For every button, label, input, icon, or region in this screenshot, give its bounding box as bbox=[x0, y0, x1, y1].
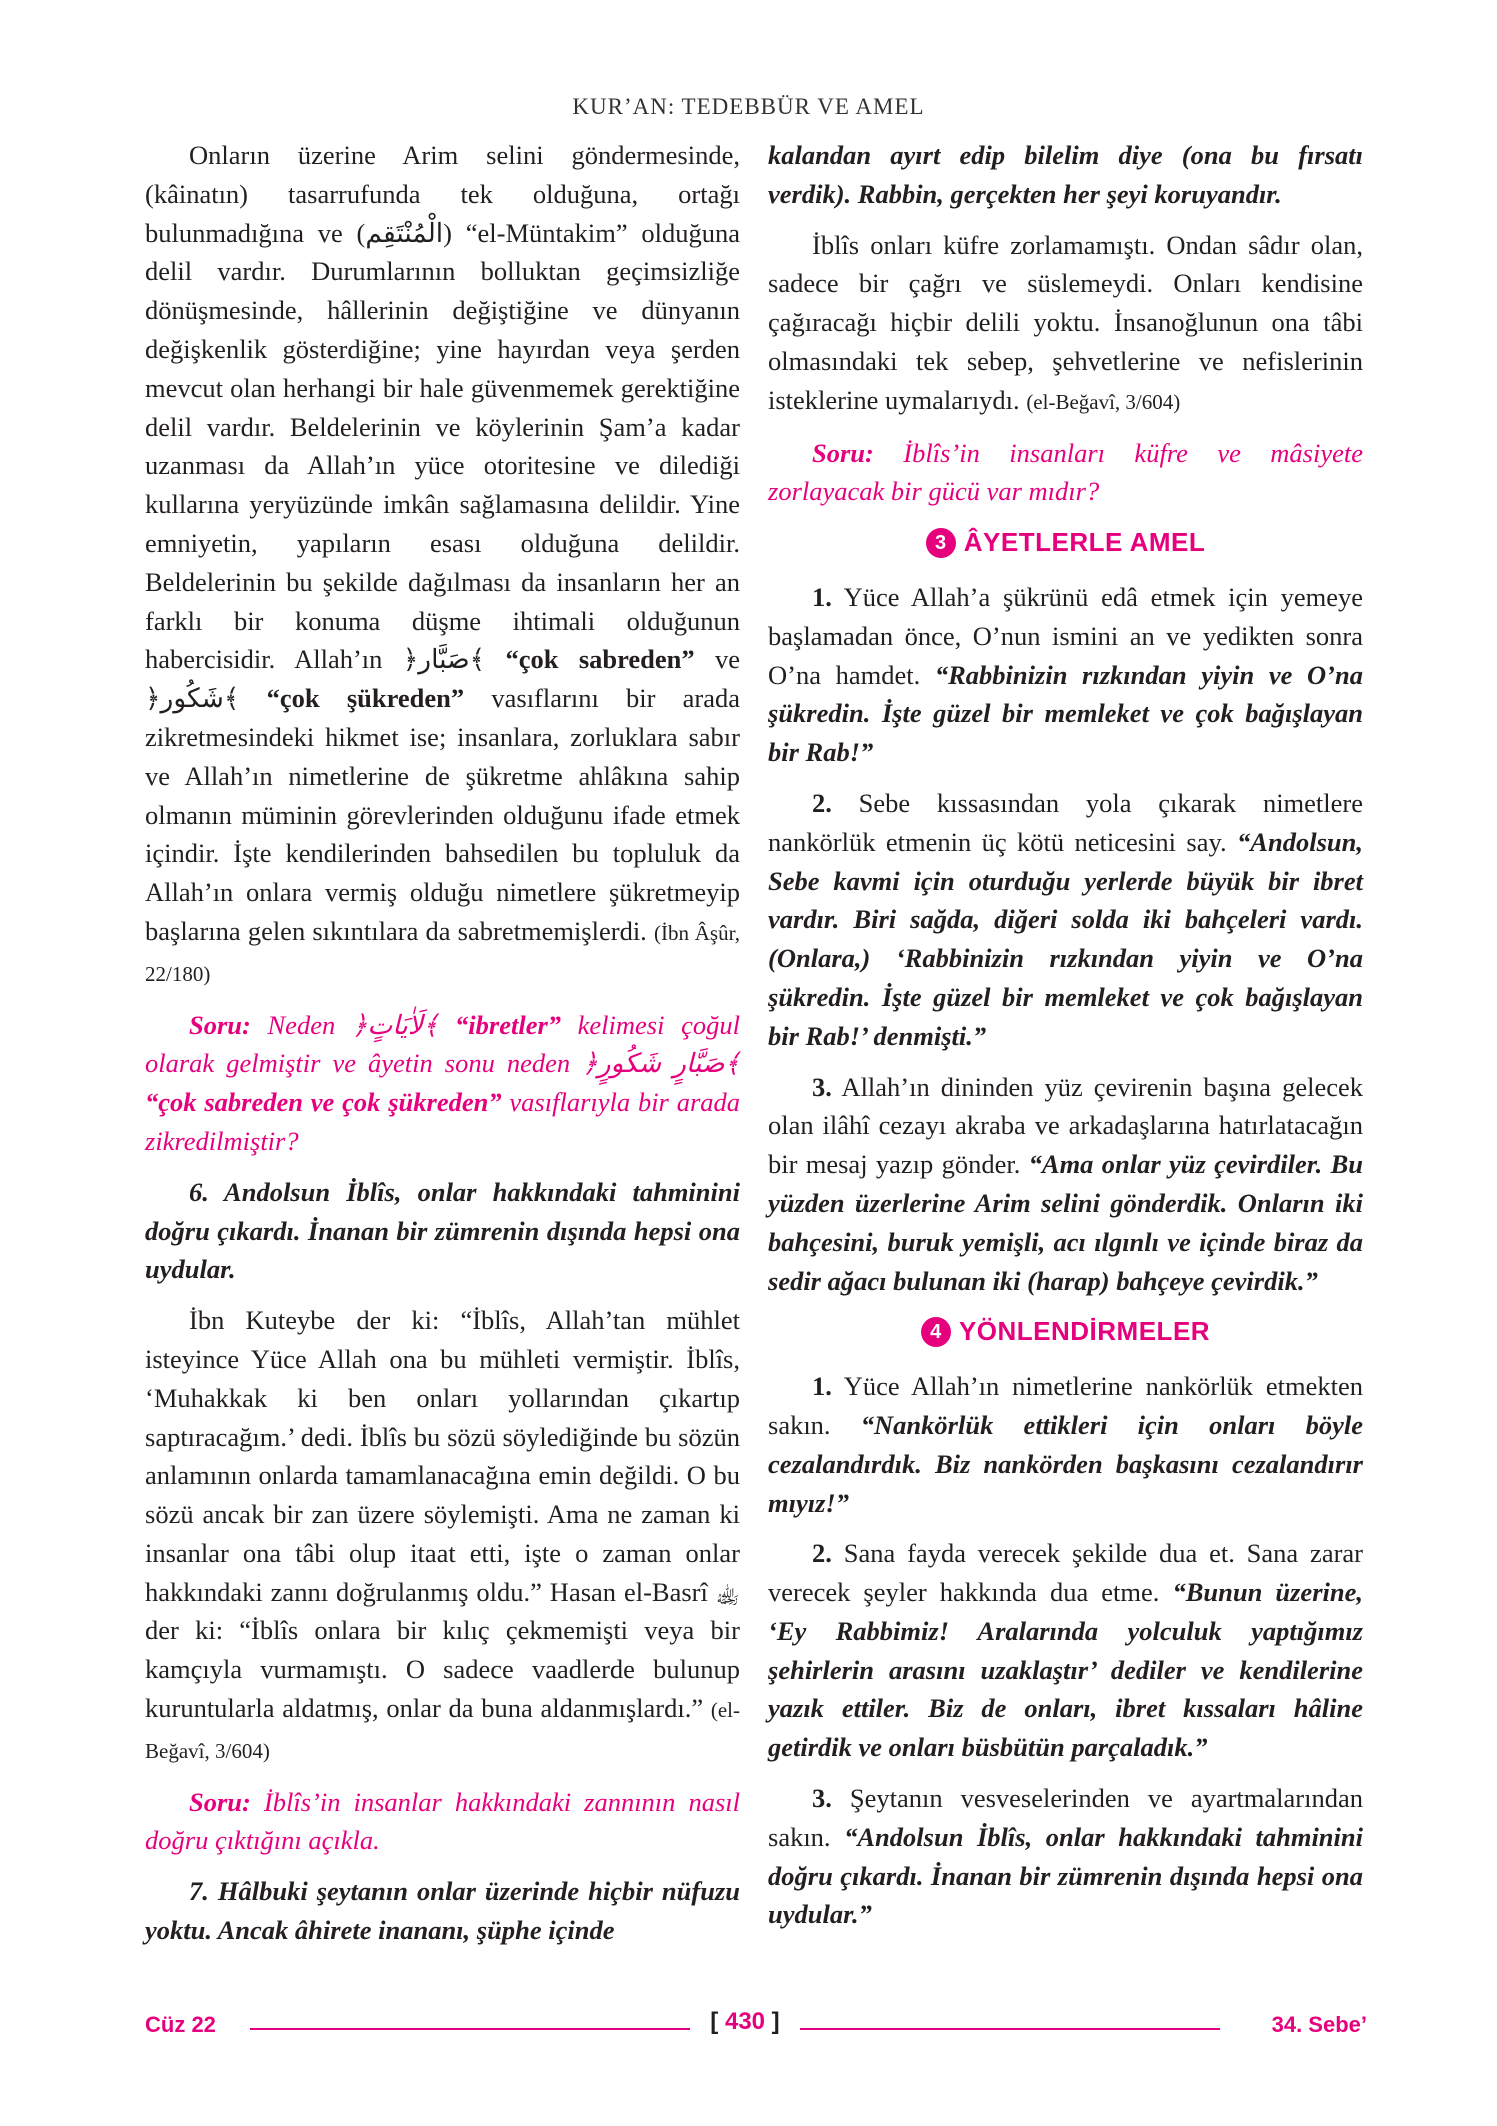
juz-label: Cüz 22 bbox=[145, 2012, 216, 2037]
verse-translation: 6. Andolsun İblîs, onlar hakkındaki tahminini doğru çıkardı. İnanan bir zümrenin dışında hepsi ona uydular. bbox=[145, 1176, 740, 1285]
question-label: Soru: bbox=[189, 1786, 251, 1817]
question-label: Soru: bbox=[812, 437, 874, 468]
page-footer bbox=[0, 2008, 1497, 2048]
question: Soru: İblîs’in insanlar hakkındaki zannının nasıl doğru çıktığını açıkla. bbox=[145, 1786, 740, 1856]
bold-phrase: “çok şükreden” bbox=[266, 683, 465, 714]
section-heading-yonlendirmeler: 4 YÖNLENDİRMELER bbox=[768, 1312, 1363, 1351]
question-label: Soru: bbox=[189, 1009, 251, 1040]
guidance-item: 1. Yüce Allah’ın nimetlerine nankörlük etmekten sakın. “Nankörlük ettikleri için onları böyle cezalandırdık. Biz nankörden başkasını cezalandırır mıyız!” bbox=[768, 1371, 1364, 1518]
question: Soru: İblîs’in insanları küfre ve mâsiyete zorlayacak bir gücü var mıdır? bbox=[768, 437, 1363, 507]
footer-rule-right bbox=[800, 2028, 1220, 2030]
citation: (el-Beğavî, 3/604) bbox=[145, 1698, 740, 1763]
section-heading-ayetlerle-amel: 3 ÂYETLERLE AMEL bbox=[768, 523, 1363, 562]
section-number-badge: 4 bbox=[921, 1317, 951, 1347]
commentary-paragraph: Onların üzerine Arim selini göndermesinde, (kâinatın) tasarrufunda tek olduğuna, ortağı bulunmadığına ve (الْمُنْتَقِم) “el-Müntakim” olduğuna delil vardır. Durumlarının bolluktan geçimsizliğe dönüşmesinde, hâllerinin değiştiğine ve dünyanın değişkenlik gösterdiğine; yine hayırdan veya şerden mevcut olan herhangi bir hale güvenmemek gerektiğine delil vardır. Beldelerinin ve köylerinin Şam’a kadar uzanması da Allah’ın yüce otoritesine ve dilediği kullarına yeryüzünde imkân sağlamasına delildir. Yine emniyetin, yapıların esası olduğuna delildir. Beldelerinin bu şekilde dağılması da insanların her an farklı bir konuma düşme ihtimali olduğunun habercisidir. Allah’ın ﴿صَبَّار﴾ “çok sabreden” ve ﴿شَكُور﴾ “çok şükreden” vasıflarını bir arada zikretmesindeki hikmet ise; insanlara, zorluklara sabır ve Allah’ın nimetlerine de şükretme ahlâkına sahip olmanın müminin görevlerinden olduğunu ifade etmek içindir. İşte kendilerinden bahsedilen bu topluluk da Allah’ın onlara vermiş olduğu nimetlere şükretmeyip başlarına gelen sıkıntılara da sabretmemişlerdi. (İbn Âşûr, 22/180) bbox=[145, 140, 741, 986]
left-column bbox=[145, 136, 740, 1962]
action-item: 1. Yüce Allah’a şükrünü edâ etmek için yemeye başlamadan önce, O’nun ismini an ve yedikten sonra O’na hamdet. “Rabbinizin rızkından yiyin ve O’na şükredin. İşte güzel bir memleket ve çok bağışlayan bir Rab!” bbox=[768, 581, 1363, 768]
citation: (İbn Âşûr, 22/180) bbox=[145, 920, 740, 986]
right-column bbox=[768, 136, 1363, 1946]
action-item: 2. Sebe kıssasından yola çıkarak nimetlere nankörlük etmenin üç kötü neticesini say. “Andolsun, Sebe kavmi için oturduğu yerlerde büyük bir ibret vardır. Biri sağda, diğeri solda iki bahçeleri vardı. (Onlara,) ‘Rabbinizin rızkından yiyin ve O’na şükredin. İşte güzel bir memleket ve çok bağışlayan bir Rab!’ denmişti.” bbox=[768, 787, 1363, 1051]
section-number-badge: 3 bbox=[926, 528, 956, 558]
footer-rule-left bbox=[250, 2028, 690, 2030]
action-item: 3. Allah’ın dininden yüz çevirenin başına gelecek olan ilâhî cezayı akraba ve arkadaşlarına hatırlatacağın bir mesaj yazıp gönder. “Ama onlar yüz çevirdiler. Bu yüzden üzerlerine Arim selini gönderdik. Onların iki bahçesini, buruk yemişli, acı ılgınlı ve içinde biraz da sedir ağacı bulunan iki (harap) bahçeye çevirdik.” bbox=[768, 1071, 1363, 1296]
sura-label: 34. Sebe’ bbox=[1271, 2012, 1367, 2037]
verse-translation-continued: kalandan ayırt edip bilelim diye (ona bu fırsatı verdik). Rabbin, gerçekten her şeyi koruyandır. bbox=[768, 140, 1363, 209]
commentary-paragraph: İbn Kuteybe der ki: “İblîs, Allah’tan mühlet isteyince Yüce Allah ona bu mühleti vermiştir. İblîs, ‘Muhakkak ki ben onları yollarından çıkartıp saptıracağım.’ dedi. İblîs bu sözü söylediğinde bu sözün anlamının onlarda tamamlanacağına emin değildi. O bu sözü ancak bir zan üzere söylemişti. Ama ne zaman ki insanlar ona tâbi olup itaat etti, işte o zaman onlar hakkındaki zannı doğrulanmış oldu.” Hasan el-Basrî ﵀ der ki: “İblîs onlara bir kılıç çekmemişti veya bir kamçıyla vurmamıştı. O sadece vaadlerde bulunup kuruntularla aldatmış, onlar da buna aldanmışlardı.” (el-Beğavî, 3/604) bbox=[145, 1305, 740, 1763]
commentary-paragraph: İblîs onları küfre zorlamamıştı. Ondan sâdır olan, sadece bir çağrı ve süslemeydi. Onları kendisine çağıracağı hiçbir delili yoktu. İnsanoğlunun ona tâbi olmasındaki tek sebep, şehvetlerine ve nefislerinin isteklerine uymalarıydı. (el-Beğavî, 3/604) bbox=[768, 229, 1363, 415]
page-number: [ 430 ] bbox=[710, 2008, 780, 2035]
bold-phrase: “çok sabreden” bbox=[505, 644, 695, 675]
guidance-item: 3. Şeytanın vesveselerinden ve ayartmalarından sakın. “Andolsun İblîs, onlar hakkındaki tahminini doğru çıkardı. İnanan bir zümrenin dışında hepsi ona uydular.” bbox=[768, 1783, 1364, 1930]
citation: (el-Beğavî, 3/604) bbox=[1026, 389, 1181, 414]
running-header: KUR’AN: TEDEBBÜR VE AMEL bbox=[572, 94, 925, 119]
guidance-item: 2. Sana fayda verecek şekilde dua et. Sana zarar verecek şeyler hakkında dua etme. “Bunun üzerine, ‘Ey Rabbimiz! Aralarında yolculuk yaptığımız şehirlerin arasını uzaklaştır’ dediler ve kendilerine yazık ettiler. Biz de onları, ibret kıssaları hâline getirdik ve onları büsbütün parçaladık.” bbox=[768, 1538, 1363, 1763]
question: Soru: Neden ﴿لَاٰيَاتٍ﴾ “ibretler” kelimesi çoğul olarak gelmiştir ve âyetin sonu neden ﴿صَبَّارٍ شَكُورٍ﴾ “çok sabreden ve çok şükreden” vasıflarıyla bir arada zikredilmiştir? bbox=[145, 1009, 741, 1156]
verse-translation: 7. Hâlbuki şeytanın onlar üzerinde hiçbir nüfuzu yoktu. Ancak âhirete inananı, şüphe içinde bbox=[145, 1876, 740, 1946]
